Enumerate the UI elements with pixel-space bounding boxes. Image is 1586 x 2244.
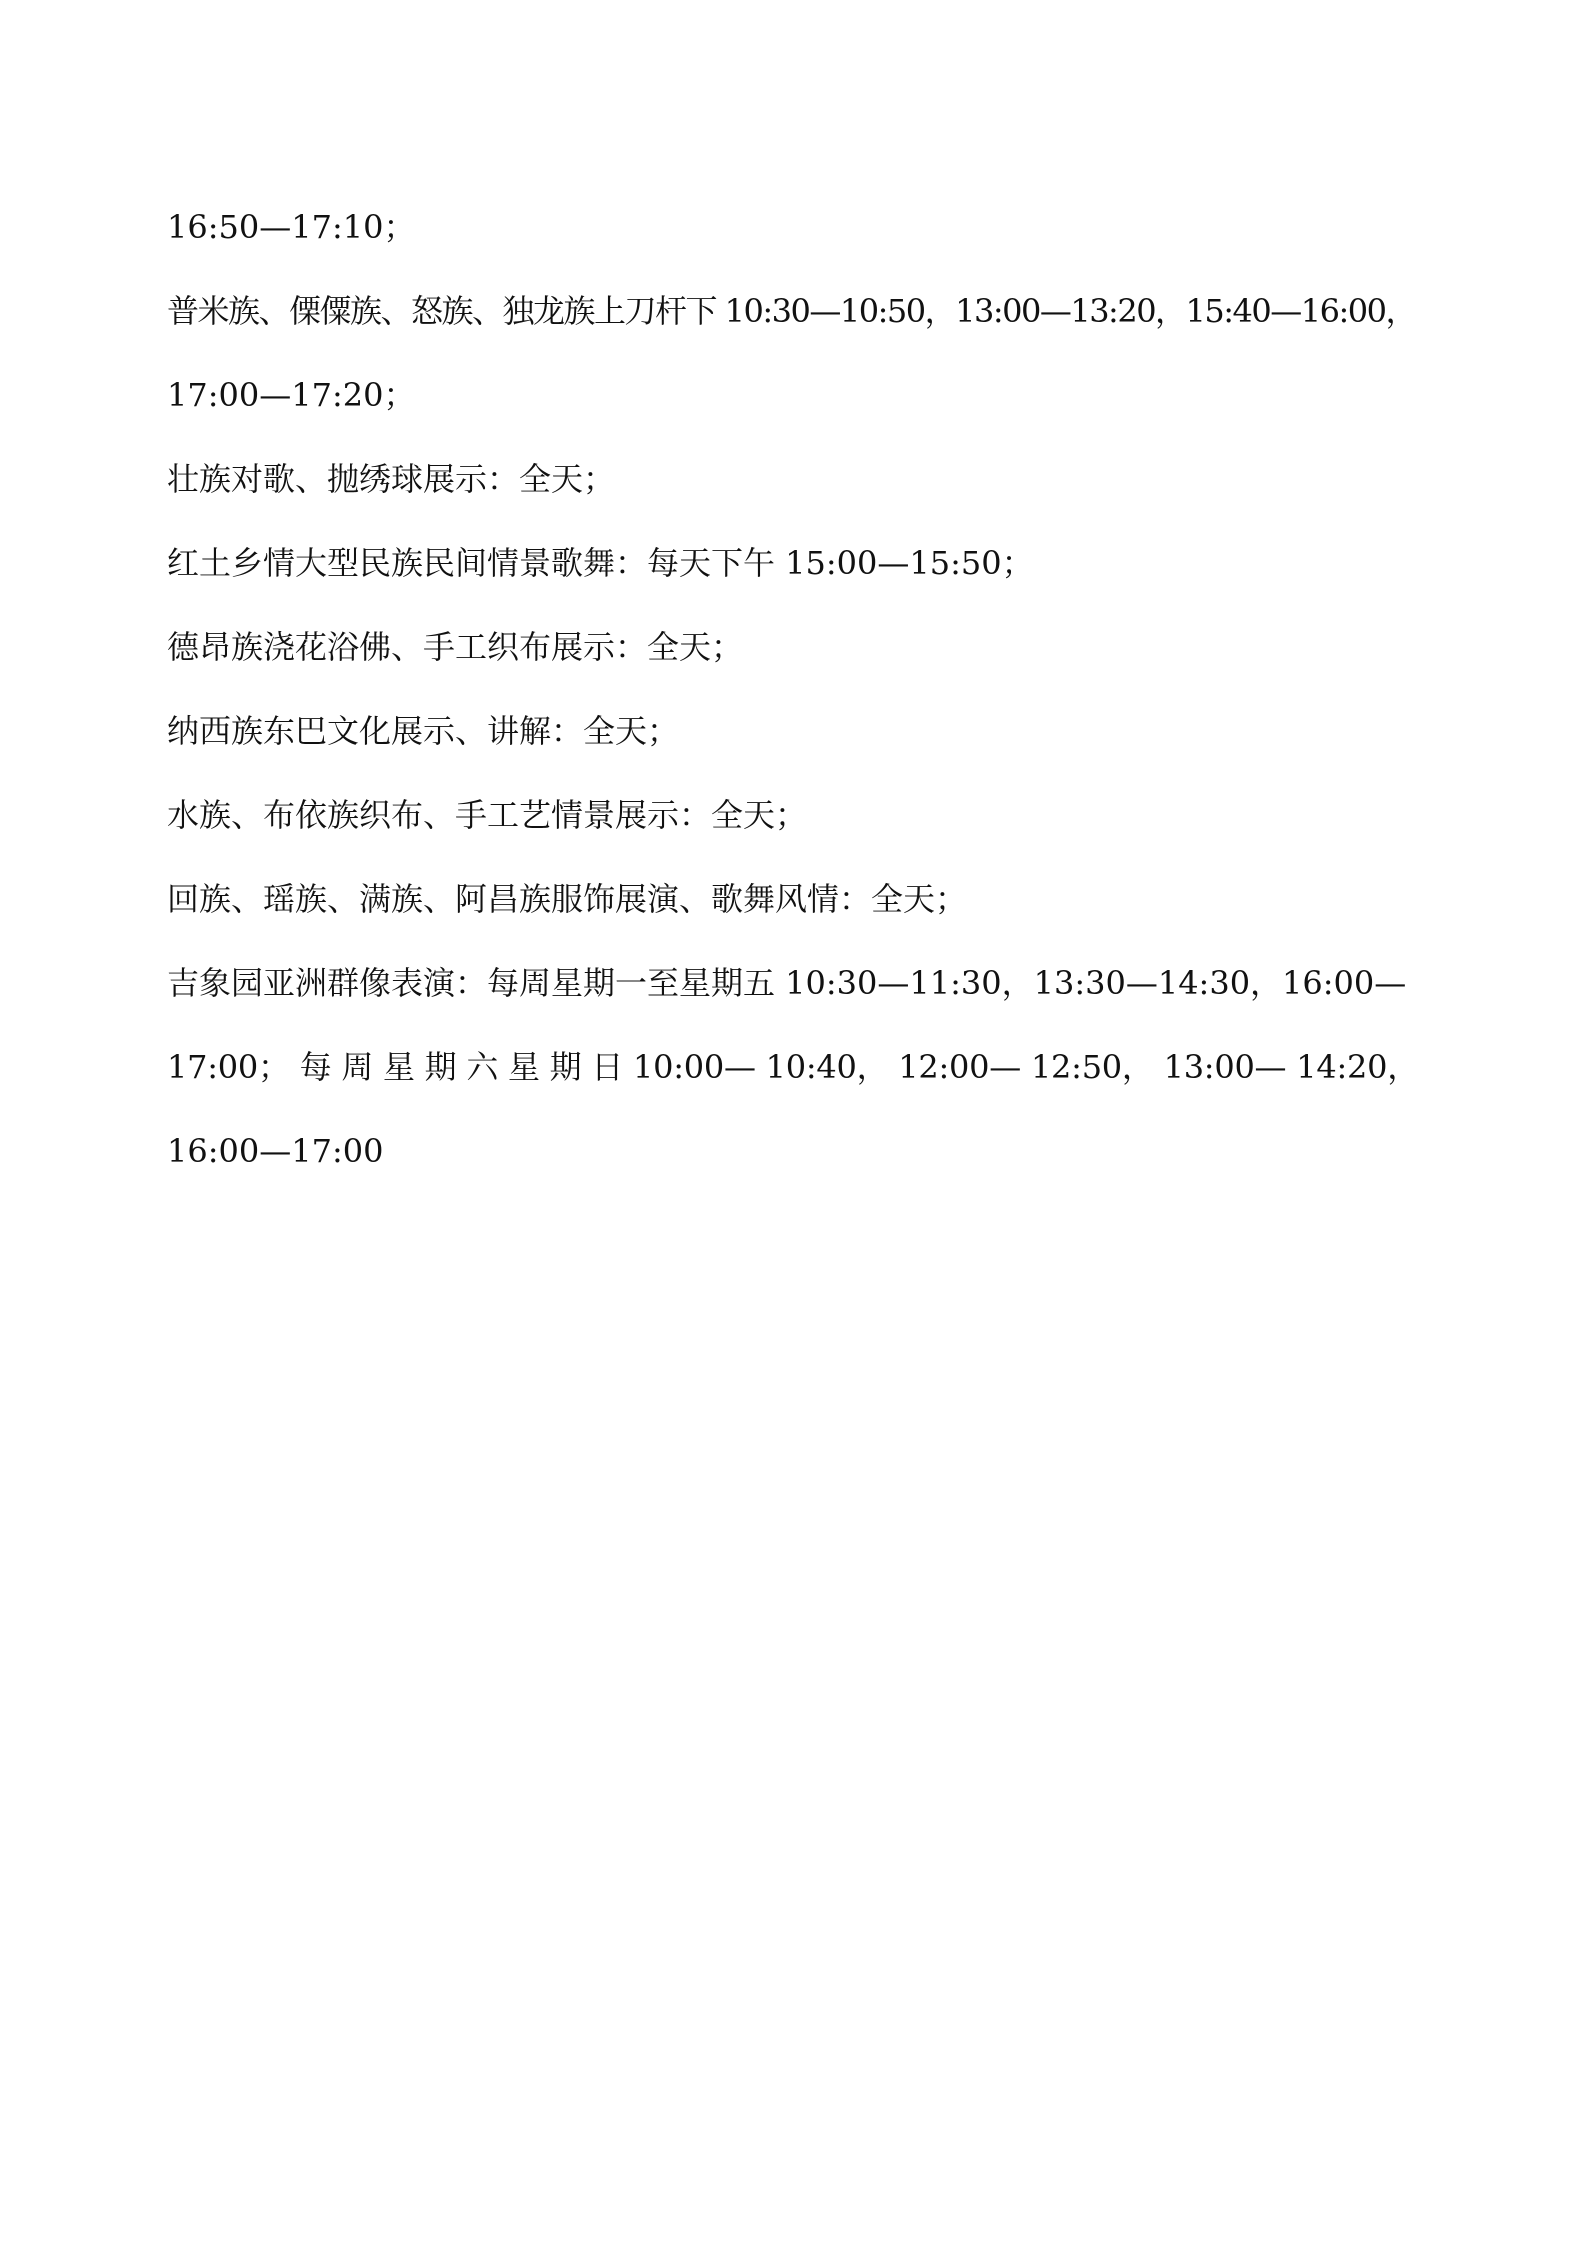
text-line-3: 17:00—17:20； xyxy=(167,376,416,414)
text-line-2: 普米族、傈僳族、怒族、独龙族上刀杆下 10:30—10:50，13:00—13:20，15:40—16:00， xyxy=(167,292,1416,330)
text-line-12: 16:00—17:00 xyxy=(167,1132,384,1170)
text-line-9: 回族、瑶族、满族、阿昌族服饰展演、歌舞风情：全天； xyxy=(167,880,968,918)
text-line-5: 红土乡情大型民族民间情景歌舞：每天下午 15:00—15:50； xyxy=(167,544,1034,582)
text-line-6: 德昂族浇花浴佛、手工织布展示：全天； xyxy=(167,628,744,666)
text-line-8: 水族、布依族织布、手工艺情景展示：全天； xyxy=(167,796,808,834)
text-line-1: 16:50—17:10； xyxy=(167,208,416,246)
text-line-10: 吉象园亚洲群像表演：每周星期一至星期五 10:30—11:30，13:30—14:30，16:00— xyxy=(167,964,1407,1002)
text-line-4: 壮族对歌、抛绣球展示：全天； xyxy=(167,460,616,498)
text-line-7: 纳西族东巴文化展示、讲解：全天； xyxy=(167,712,680,750)
document-body xyxy=(167,185,1427,1193)
text-line-11: 17:00； 每 周 星 期 六 星 期 日 10:00— 10:40， 12:00— 12:50， 13:00— 14:20， xyxy=(167,1048,1419,1086)
